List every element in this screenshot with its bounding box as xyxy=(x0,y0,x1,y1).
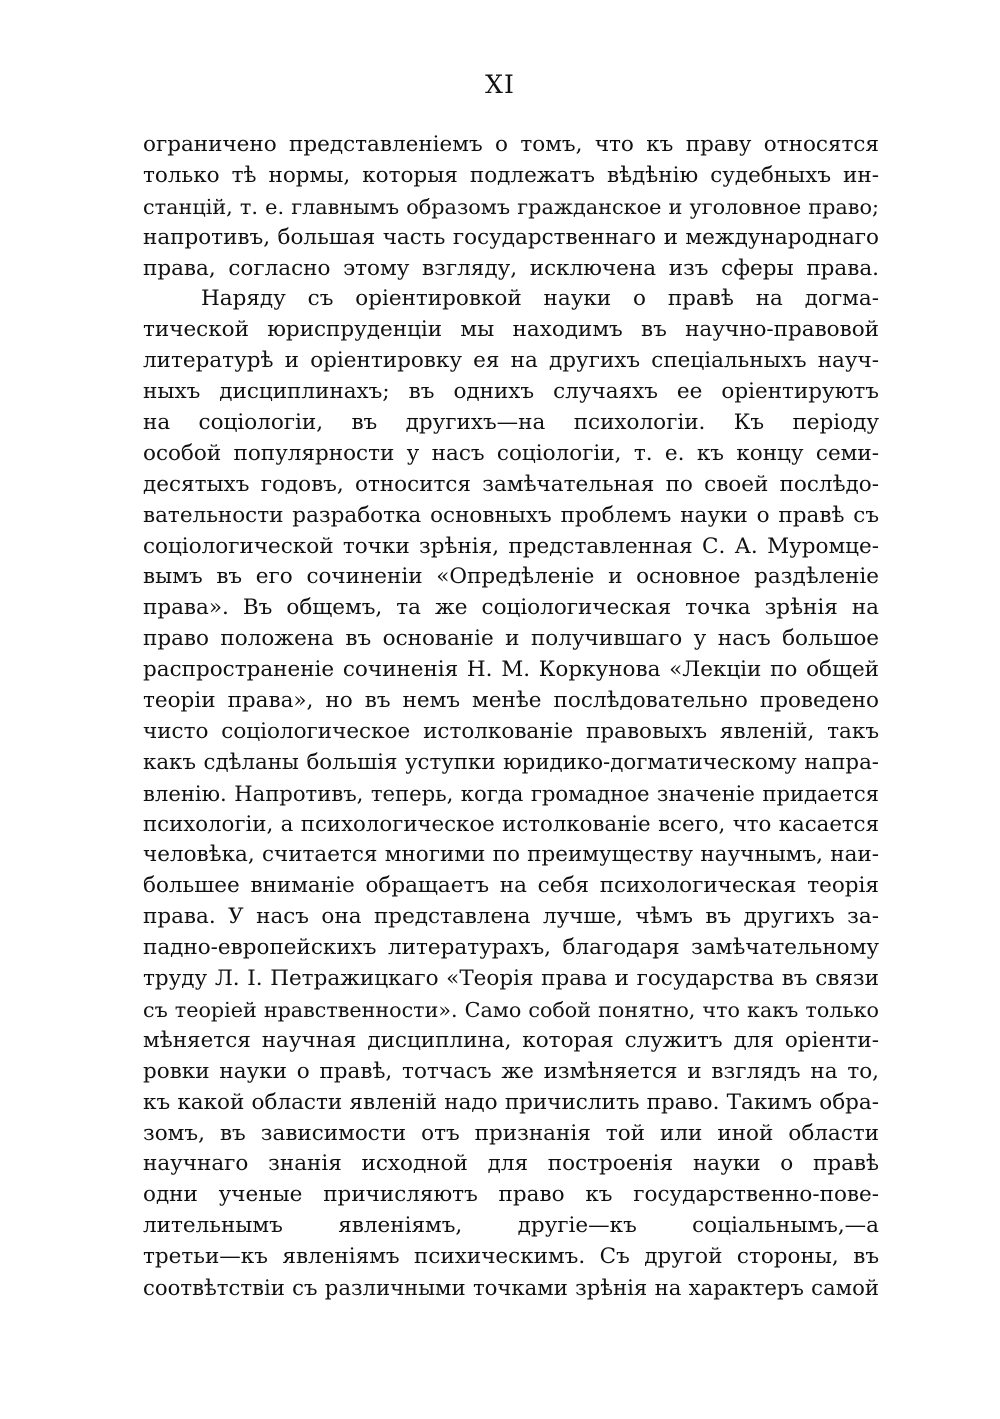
text-line: напротивъ, большая часть государственнаго и международнаго xyxy=(143,224,879,250)
text-line: падно-европейскихъ литературахъ, благодаря замѣчательному xyxy=(143,935,879,961)
text-line: теоріи права», но въ немъ менѣе послѣдовательно проведено xyxy=(143,688,879,714)
text-line: соціологической точки зрѣнія, представленная С. А. Муромце- xyxy=(143,533,879,559)
text-line: психологіи, а психологическое истолкованіе всего, что касается xyxy=(143,811,879,837)
text-line: вленію. Напротивъ, теперь, когда громадное значеніе придается xyxy=(143,780,879,806)
text-line: десятыхъ годовъ, относится замѣчательная по своей послѣдо- xyxy=(143,471,879,497)
text-line: соотвѣтствіи съ различными точками зрѣнія на характеръ самой xyxy=(143,1274,879,1300)
text-line: мѣняется научная дисциплина, которая служитъ для оріенти- xyxy=(143,1027,879,1053)
text-line: только тѣ нормы, которыя подлежатъ вѣдѣнію судебныхъ ин- xyxy=(143,162,879,188)
text-line: ныхъ дисциплинахъ; въ однихъ случаяхъ ее оріентируютъ xyxy=(143,379,879,405)
text-line: зомъ, въ зависимости отъ признанія той или иной области xyxy=(143,1120,879,1146)
text-line: права, согласно этому взгляду, исключена изъ сферы права. xyxy=(143,255,879,281)
body-text xyxy=(143,130,879,1304)
text-line: лительнымъ явленіямъ, другіе—къ соціальнымъ,—а xyxy=(143,1213,879,1239)
paragraph-start-line: Наряду съ оріентировкой науки о правѣ на догма- xyxy=(201,286,879,312)
text-line: научнаго знанія исходной для построенія науки о правѣ xyxy=(143,1151,879,1177)
text-line: человѣка, считается многими по преимуществу научнымъ, наи- xyxy=(143,842,879,868)
text-line: литературѣ и оріентировку ея на другихъ спеціальныхъ науч- xyxy=(143,348,879,374)
text-line: труду Л. І. Петражицкаго «Теорія права и государства въ связи xyxy=(143,966,879,992)
text-line: права. У насъ она представлена лучше, чѣмъ въ другихъ за- xyxy=(143,904,879,930)
text-line: право положена въ основаніе и получившаго у насъ большое xyxy=(143,626,879,652)
text-line: чисто соціологическое истолкованіе правовыхъ явленій, такъ xyxy=(143,718,879,744)
text-line: станцій, т. е. главнымъ образомъ гражданское и уголовное право; xyxy=(143,194,879,219)
text-line: третьи—къ явленіямъ психическимъ. Съ другой стороны, въ xyxy=(143,1244,879,1270)
text-line: права». Въ общемъ, та же соціологическая точка зрѣнія на xyxy=(143,595,879,621)
text-line: вательности разработка основныхъ проблемъ науки о правѣ съ xyxy=(143,502,879,528)
text-line: распространеніе сочиненія Н. М. Коркунова «Лекціи по общей xyxy=(143,657,879,683)
text-line: большее вниманіе обращаетъ на себя психологическая теорія xyxy=(143,873,879,899)
text-line: ограничено представленіемъ о томъ, что къ праву относятся xyxy=(143,132,879,157)
text-line: ровки науки о правѣ, тотчасъ же измѣняется и взглядъ на то, xyxy=(143,1058,879,1084)
text-line: одни ученые причисляютъ право къ государственно-пове- xyxy=(143,1182,879,1208)
text-line: особой популярности у насъ соціологіи, т. е. къ концу семи- xyxy=(143,440,879,466)
text-line: какъ сдѣланы большія уступки юридико-догматическому напра- xyxy=(143,749,879,775)
text-line: съ теоріей нравственности». Само собой понятно, что какъ только xyxy=(143,997,879,1022)
page-number: XI xyxy=(485,70,515,99)
text-line: тической юриспруденціи мы находимъ въ научно-правовой xyxy=(143,317,879,343)
text-line: на соціологіи, въ другихъ—на психологіи. Къ періоду xyxy=(143,410,879,436)
text-line: вымъ въ его сочиненіи «Опредѣленіе и основное раздѣленіе xyxy=(143,564,879,590)
text-line: къ какой области явленій надо причислить право. Такимъ обра- xyxy=(143,1089,879,1115)
